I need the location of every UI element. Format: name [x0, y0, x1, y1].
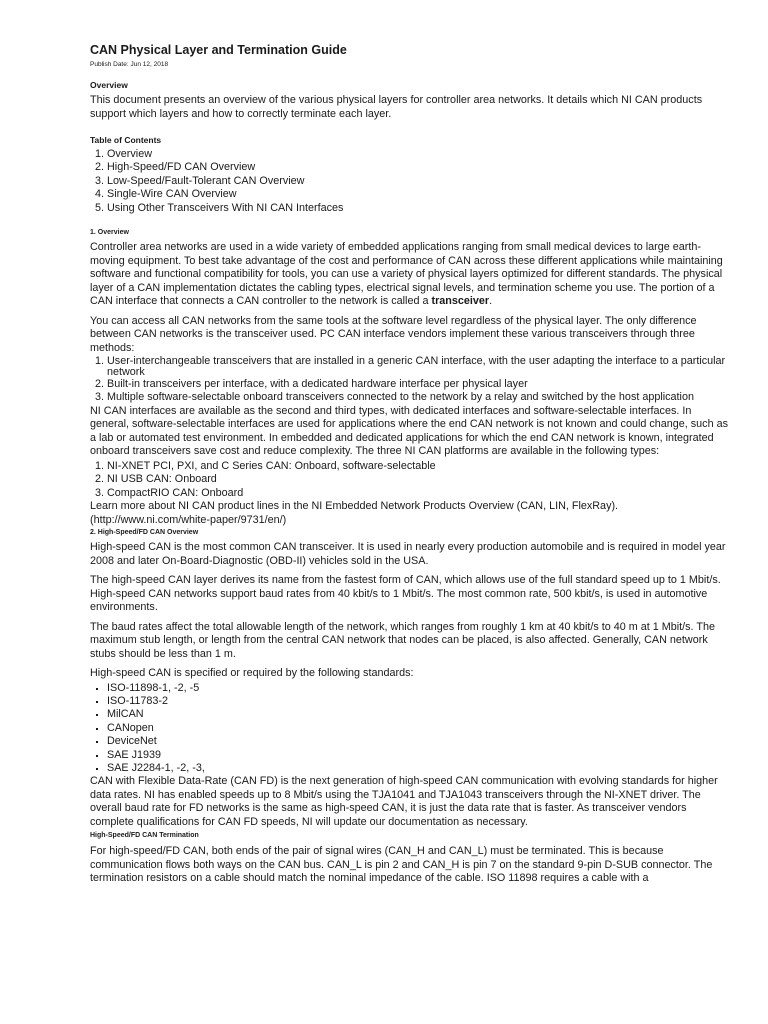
section-2-paragraph-1: High-speed CAN is the most common CAN transceiver. It is used in nearly every production automobile and is required in model year 2008 and later On-Board-Diagnostic (OBD-II) vehicles sold in the USA. [90, 541, 726, 567]
list-item: ▪ ISO-11783-2 [107, 695, 730, 708]
section-1-paragraph-3: NI CAN interfaces are available as the second and third types, with dedicated interfaces and software-selectable interfaces. In general, software-selectable interfaces are used for applications where the end CAN network is not known and could change, such as a lab or automated test environment. In embedded and dedicated applications for which the end CAN network is known, integrated onboard transceivers save cost and reduce complexity. The three NI CAN platforms are available in the following types: [90, 404, 728, 458]
toc-item[interactable]: 1. Overview [107, 148, 730, 161]
section-2-paragraph-5: CAN with Flexible Data-Rate (CAN FD) is the next generation of high-speed CAN communication with evolving standards for higher data rates. NI has enabled speeds up to 8 Mbit/s using the TJA1041 and TJA1043 transceivers through the NI-XNET driver. The overall baud rate for FD networks is the same as high-speed CAN, it is just the data rate that is faster. As transceiver vendors complete qualifications for CAN FD speeds, NI will update our documentation as necessary. [90, 775, 718, 828]
transceiver-methods-list [90, 356, 730, 405]
standards-list [90, 682, 730, 776]
section-2-paragraph-6: For high-speed/FD CAN, both ends of the pair of signal wires (CAN_H and CAN_L) must be terminated. This is because communication flows both ways on the CAN bus. CAN_L is pin 2 and CAN_H is pin 7 on the standard 9-pin D-SUB connector. The termination resistors on a cable should match the nominal impedance of the cable. ISO 11898 requires a cable with a [90, 845, 713, 885]
list-item: ▪ MilCAN [107, 708, 730, 721]
list-item: 1. NI-XNET PCI, PXI, and C Series CAN: Onboard, software-selectable [107, 460, 730, 473]
list-item: 1. User-interchangeable transceivers that are installed in a generic CAN interface, with the user adapting the interface to a particular network [107, 356, 730, 378]
overview-heading: Overview [90, 80, 128, 90]
document-content [90, 42, 730, 886]
section-1-paragraph-1-text: Controller area networks are used in a wide variety of embedded applications ranging from small medical devices to large earth-moving equipment. To best take advantage of the cost and performance of CAN across these different applications while maintaining software and functional compatibility for tools, you can use a variety of physical layers optimized for different standards. The physical layer of a CAN implementation dictates the cabling types, electrical signal levels, and termination scheme you use. The portion of a CAN interface that connects a CAN controller to the network is called a [90, 241, 723, 308]
document-title: CAN Physical Layer and Termination Guide [90, 43, 347, 57]
section-1-heading: 1. Overview [90, 229, 129, 237]
section-2-paragraph-3: The baud rates affect the total allowable length of the network, which ranges from roughly 1 km at 40 kbit/s to 40 m at 1 Mbit/s. The maximum stub length, or length from the central CAN network that nodes can be placed, is also affected. Generally, CAN network stubs should be less than 1 m. [90, 620, 715, 660]
section-1-paragraph-4: Learn more about NI CAN product lines in the NI Embedded Network Products Overview (CAN, LIN, FlexRay). (http://www.ni.com/white-paper/9731/en/) [90, 500, 619, 526]
list-item: 3. Multiple software-selectable onboard transceivers connected to the network by a relay and switched by the host application [107, 391, 730, 404]
section-2-paragraph-2: The high-speed CAN layer derives its name from the fastest form of CAN, which allows use of the full standard speed up to 1 Mbit/s. High-speed CAN networks support baud rates from 40 kbit/s to 1 Mbit/s. The most common rate, 500 kbit/s, is used in automotive environments. [90, 574, 721, 614]
section-1-paragraph-2: You can access all CAN networks from the same tools at the software level regardless of the physical layer. The only difference between CAN networks is the transceiver used. PC CAN interface vendors implement these various transceivers through three methods: [90, 314, 697, 354]
section-2-heading: 2. High-Speed/FD CAN Overview [90, 529, 199, 537]
list-item: ▪ DeviceNet [107, 735, 730, 748]
list-item: 2. NI USB CAN: Onboard [107, 473, 730, 486]
list-item: 3. CompactRIO CAN: Onboard [107, 487, 730, 500]
list-item: ▪ SAE J1939 [107, 749, 730, 762]
table-of-contents [90, 148, 730, 215]
list-item: ▪ SAE J2284-1, -2, -3, [107, 762, 730, 775]
list-item: ▪ ISO-11898-1, -2, -5 [107, 682, 730, 695]
section-1-paragraph-1-end: . [489, 295, 493, 308]
list-item: ▪ CANopen [107, 722, 730, 735]
section-1-paragraph-1 [90, 241, 730, 309]
toc-item[interactable]: 5. Using Other Transceivers With NI CAN Interfaces [107, 202, 730, 215]
toc-item[interactable]: 2. High-Speed/FD CAN Overview [107, 161, 730, 174]
toc-heading: Table of Contents [90, 135, 162, 145]
overview-text: This document presents an overview of the various physical layers for controller area networks. It details which NI CAN products support which layers and how to correctly terminate each layer. [90, 94, 703, 120]
publish-date: Publish Date: Jun 12, 2018 [90, 61, 169, 68]
section-2-subheading: High-Speed/FD CAN Termination [90, 832, 199, 840]
platforms-list [90, 460, 730, 500]
section-2-paragraph-4: High-speed CAN is specified or required by the following standards: [90, 667, 414, 680]
list-item: 2. Built-in transceivers per interface, with a dedicated hardware interface per physical layer [107, 378, 730, 391]
toc-item[interactable]: 4. Single-Wire CAN Overview [107, 188, 730, 201]
toc-item[interactable]: 3. Low-Speed/Fault-Tolerant CAN Overview [107, 175, 730, 188]
transceiver-term: transceiver [431, 295, 490, 308]
